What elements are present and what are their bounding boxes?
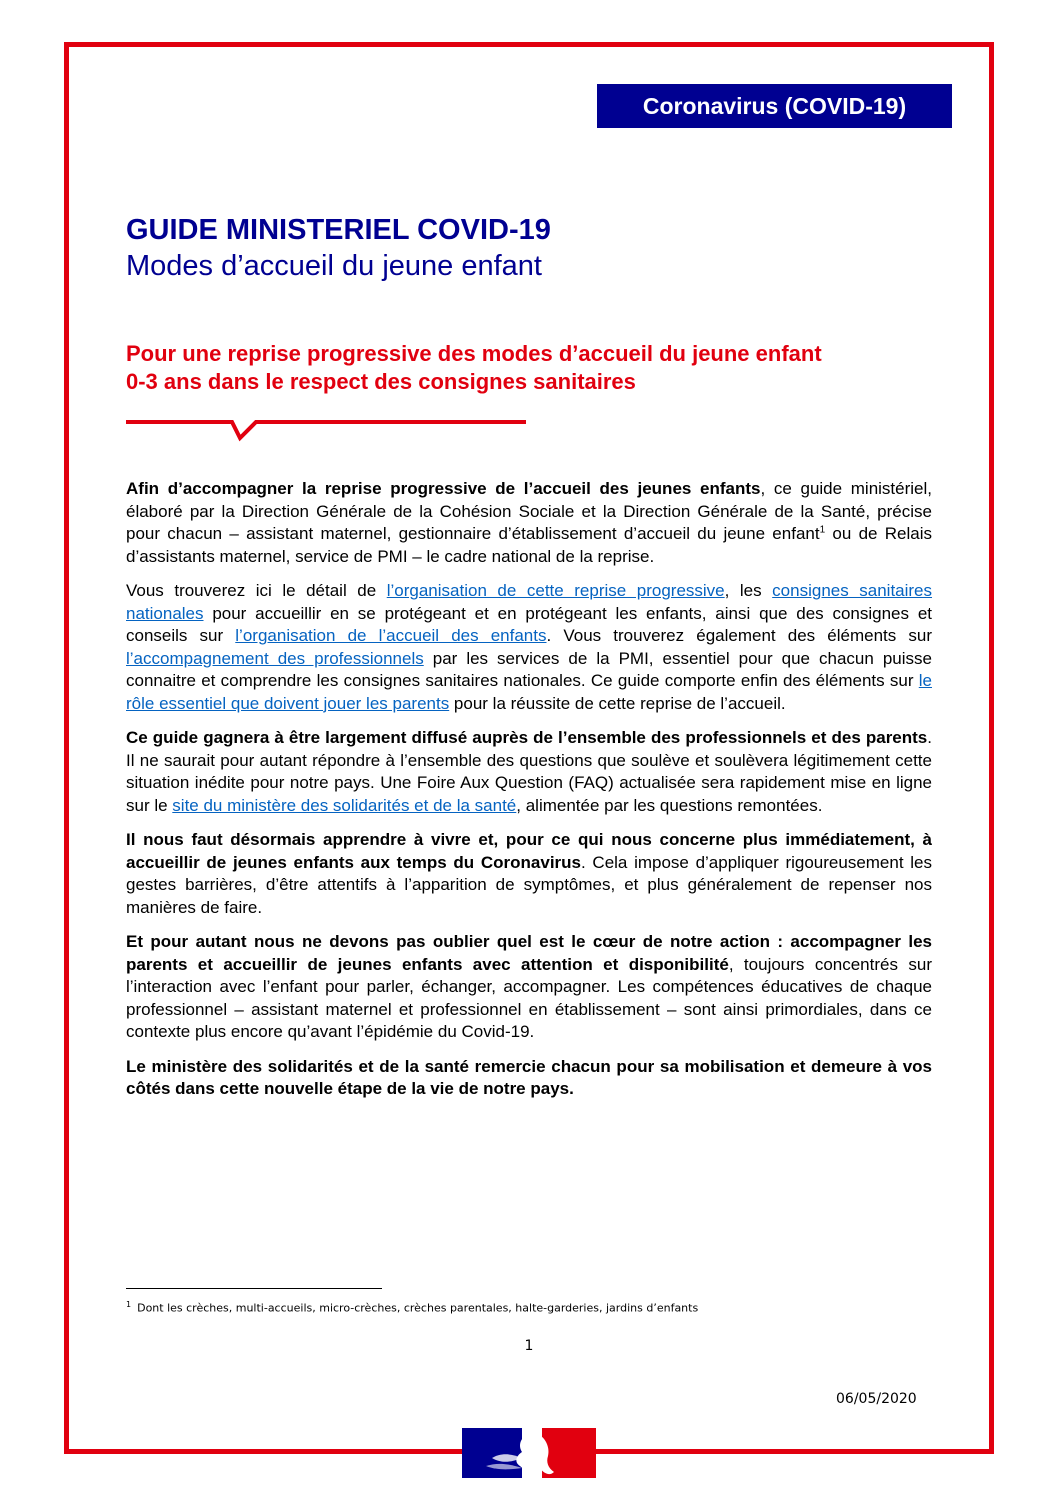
closing-bold: Le ministère des solidarités et de la santé remercie chacun pour sa mobilisation et demeure à vos côtés dans cette nouvelle étape de la vie de notre pays. (126, 1056, 932, 1098)
document-date: 06/05/2020 (836, 1391, 917, 1407)
paragraph-action (126, 931, 932, 1044)
title-line-2: Modes d’accueil du jeune enfant (126, 250, 542, 282)
link-accompagnement-professionnels[interactable]: l’accompagnement des professionnels (126, 648, 424, 668)
subtitle-line-1: Pour une reprise progressive des modes d’accueil du jeune enfant (126, 341, 822, 366)
contents-text-6: pour la réussite de cette reprise de l’accueil. (449, 693, 786, 713)
speech-bubble-divider-icon (124, 418, 528, 444)
diffusion-bold: Ce guide gagnera à être largement diffusé auprès de l’ensemble des professionnels et des parents (126, 728, 928, 747)
page-number: 1 (524, 1338, 534, 1354)
document-title (126, 212, 946, 284)
link-organisation-accueil[interactable]: l’organisation de l’accueil des enfants (235, 626, 547, 645)
contents-text-5: par les services de la PMI, essentiel pour que chacun puisse connaitre et comprendre les consignes sanitaires nationales. Ce guide comporte enfin des éléments sur (126, 648, 932, 690)
paragraph-coronavirus (126, 829, 932, 919)
document-subtitle (126, 340, 946, 396)
footnote (126, 1300, 926, 1315)
coronavirus-text: . Cela impose d’appliquer rigoureusement les gestes barrières, d’être attentifs à l’apparition de symptômes, et plus généralement de repenser nos manières de faire. (126, 852, 932, 917)
action-text: , toujours concentrés sur l’interaction avec l’enfant pour parler, échanger, accompagner. Les compétences éducatives de chaque professionnel – assistant maternel et professionnel en établissement – sont ainsi primordiales, dans ce contexte plus encore qu’avant l’épidémie du Covid-19. (126, 954, 932, 1041)
footnote-number: 1 (126, 1300, 132, 1309)
action-bold: Et pour autant nous ne devons pas oublier quel est le cœur de notre action : accompagner les parents et accueillir de jeunes enfants avec attention et disponibilité (126, 932, 932, 974)
diffusion-text-2: , alimentée par les questions remontées. (516, 795, 823, 815)
diffusion-text-1: . Il ne saurait pour autant répondre à l’ensemble des questions que soulève et soulèvera légitimement cette situation inédite pour notre pays. Une Foire Aux Question (FAQ) actualisée sera rapidement mise en ligne sur le (126, 728, 932, 815)
footnote-ref[interactable]: 1 (819, 524, 826, 536)
contents-text-3: pour accueillir en se protégeant et en protégeant les enfants, ainsi que des consignes et conseils sur (126, 603, 932, 645)
contents-text-4: . Vous trouverez également des éléments sur (546, 626, 933, 645)
link-role-parents[interactable]: le rôle essentiel que doivent jouer les parents (126, 671, 932, 713)
paragraph-intro (126, 478, 932, 568)
intro-text-a: , ce guide ministériel, élaboré par la Direction Générale de la Cohésion Sociale et la Direction Générale de la Santé, précise pour chacun – assistant maternel, gestionnaire d’établissement d’accueil du jeune enfant (126, 479, 932, 543)
paragraph-closing (126, 1056, 932, 1101)
footnote-separator (126, 1288, 382, 1289)
link-organisation-reprise[interactable]: l’organisation de cette reprise progressive (386, 581, 725, 600)
intro-text-b: ou de Relais d’assistants maternel, service de PMI – le cadre national de la reprise. (126, 524, 932, 566)
marianne-logo-icon (462, 1428, 596, 1478)
covid-banner: Coronavirus (COVID-19) (597, 84, 952, 128)
paragraph-contents (126, 580, 932, 715)
link-site-ministere[interactable]: site du ministère des solidarités et de la santé (172, 795, 517, 815)
coronavirus-bold: Il nous faut désormais apprendre à vivre et, pour ce qui nous concerne plus immédiatement, à accueillir de jeunes enfants aux temps du Coronavirus (126, 830, 932, 872)
body-text (126, 478, 932, 1113)
paragraph-diffusion (126, 727, 932, 817)
contents-text-1: Vous trouverez ici le détail de (126, 581, 387, 600)
intro-bold: Afin d’accompagner la reprise progressive de l’accueil des jeunes enfants (126, 479, 761, 498)
title-line-1: GUIDE MINISTERIEL COVID-19 (126, 214, 551, 246)
link-consignes-sanitaires[interactable]: consignes sanitaires nationales (126, 581, 933, 623)
subtitle-line-2: 0-3 ans dans le respect des consignes sanitaires (126, 369, 636, 394)
contents-text-2: , les (724, 581, 773, 600)
footnote-text: Dont les crèches, multi-accueils, micro-crèches, crèches parentales, halte-garderies, jardins d’enfants (137, 1301, 699, 1315)
